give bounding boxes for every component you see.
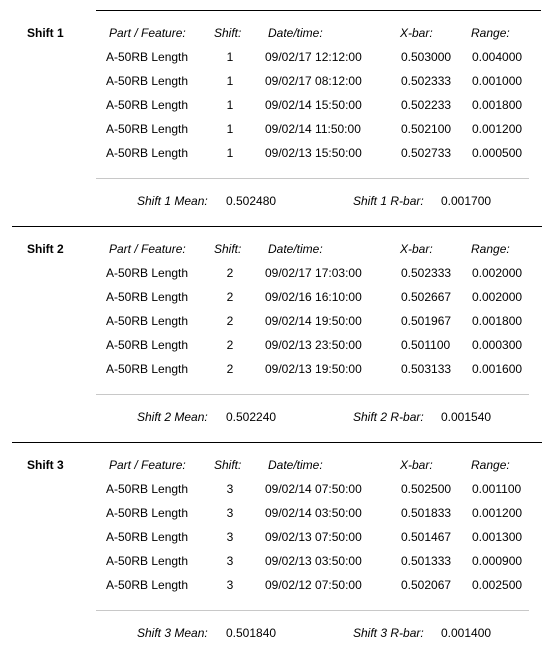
cell-xbar: 0.502733 (401, 146, 452, 160)
rbar-value: 0.001700 (441, 194, 492, 208)
header-xbar: X-bar: (400, 26, 433, 40)
cell-range: 0.001200 (472, 122, 523, 136)
cell-date: 09/02/17 17:03:00 (265, 266, 362, 280)
cell-xbar: 0.502333 (401, 266, 452, 280)
cell-xbar: 0.501100 (401, 338, 451, 352)
cell-date: 09/02/14 19:50:00 (265, 314, 362, 328)
shift-title: Shift 1 (27, 26, 64, 40)
header-xbar: X-bar: (400, 458, 433, 472)
cell-xbar: 0.503000 (401, 50, 452, 64)
cell-range: 0.000300 (472, 338, 523, 352)
cell-part: A-50RB Length (106, 578, 189, 592)
cell-shift: 2 (226, 266, 234, 280)
cell-xbar: 0.501467 (401, 530, 452, 544)
cell-shift: 3 (226, 530, 234, 544)
cell-xbar: 0.502667 (401, 290, 452, 304)
cell-range: 0.002500 (472, 578, 523, 592)
cell-part: A-50RB Length (106, 506, 189, 520)
mean-label: Shift 3 Mean: (137, 626, 208, 640)
cell-xbar: 0.502233 (401, 98, 452, 112)
cell-shift: 2 (226, 338, 234, 352)
cell-part: A-50RB Length (106, 530, 189, 544)
cell-date: 09/02/13 23:50:00 (265, 338, 362, 352)
cell-date: 09/02/12 07:50:00 (265, 578, 362, 592)
cell-shift: 3 (226, 482, 234, 496)
mean-value: 0.501840 (226, 626, 277, 640)
cell-date: 09/02/13 19:50:00 (265, 362, 362, 376)
cell-xbar: 0.502500 (401, 482, 452, 496)
cell-date: 09/02/17 08:12:00 (265, 74, 362, 88)
group-separator (12, 226, 542, 227)
header-part: Part / Feature: (109, 26, 186, 40)
cell-xbar: 0.502333 (401, 74, 452, 88)
cell-range: 0.001300 (472, 530, 523, 544)
summary-rule (96, 178, 529, 179)
cell-part: A-50RB Length (106, 314, 189, 328)
cell-date: 09/02/14 03:50:00 (265, 506, 362, 520)
cell-date: 09/02/14 11:50:00 (265, 122, 361, 136)
cell-part: A-50RB Length (106, 266, 189, 280)
cell-shift: 3 (226, 554, 234, 568)
cell-part: A-50RB Length (106, 554, 189, 568)
rbar-value: 0.001400 (441, 626, 492, 640)
cell-part: A-50RB Length (106, 362, 189, 376)
cell-date: 09/02/17 12:12:00 (265, 50, 362, 64)
rbar-label: Shift 3 R-bar: (353, 626, 424, 640)
cell-date: 09/02/13 15:50:00 (265, 146, 362, 160)
cell-xbar: 0.501833 (401, 506, 452, 520)
cell-range: 0.001800 (472, 314, 523, 328)
cell-date: 09/02/13 03:50:00 (265, 554, 362, 568)
cell-range: 0.001200 (472, 506, 523, 520)
cell-shift: 2 (226, 314, 234, 328)
cell-shift: 2 (226, 290, 234, 304)
cell-date: 09/02/16 16:10:00 (265, 290, 362, 304)
cell-shift: 3 (226, 506, 234, 520)
cell-part: A-50RB Length (106, 290, 189, 304)
cell-range: 0.002000 (472, 290, 523, 304)
rbar-label: Shift 1 R-bar: (353, 194, 424, 208)
header-date: Date/time: (268, 26, 323, 40)
cell-shift: 2 (226, 362, 234, 376)
cell-date: 09/02/13 07:50:00 (265, 530, 362, 544)
cell-xbar: 0.501333 (401, 554, 452, 568)
cell-xbar: 0.501967 (401, 314, 452, 328)
cell-shift: 1 (226, 146, 234, 160)
rbar-value: 0.001540 (441, 410, 492, 424)
cell-part: A-50RB Length (106, 338, 189, 352)
cell-part: A-50RB Length (106, 50, 189, 64)
cell-part: A-50RB Length (106, 146, 189, 160)
cell-xbar: 0.502067 (401, 578, 452, 592)
cell-range: 0.001100 (472, 482, 522, 496)
cell-range: 0.002000 (472, 266, 523, 280)
mean-value: 0.502480 (226, 194, 277, 208)
summary-rule (96, 394, 529, 395)
header-shift: Shift: (214, 242, 242, 256)
cell-shift: 1 (226, 98, 234, 112)
cell-xbar: 0.503133 (401, 362, 452, 376)
cell-date: 09/02/14 15:50:00 (265, 98, 362, 112)
shift-title: Shift 3 (27, 458, 64, 472)
cell-shift: 1 (226, 74, 234, 88)
header-shift: Shift: (214, 458, 242, 472)
cell-range: 0.000500 (472, 146, 523, 160)
cell-date: 09/02/14 07:50:00 (265, 482, 362, 496)
cell-range: 0.001600 (472, 362, 523, 376)
cell-xbar: 0.502100 (401, 122, 452, 136)
rbar-label: Shift 2 R-bar: (353, 410, 424, 424)
header-range: Range: (471, 26, 510, 40)
cell-range: 0.001800 (472, 98, 523, 112)
mean-value: 0.502240 (226, 410, 277, 424)
header-shift: Shift: (214, 26, 242, 40)
header-date: Date/time: (268, 242, 323, 256)
cell-part: A-50RB Length (106, 482, 189, 496)
group-separator (12, 442, 542, 443)
cell-range: 0.000900 (472, 554, 523, 568)
cell-shift: 1 (226, 122, 234, 136)
cell-shift: 1 (226, 50, 234, 64)
header-part: Part / Feature: (109, 458, 186, 472)
header-part: Part / Feature: (109, 242, 186, 256)
cell-range: 0.004000 (472, 50, 523, 64)
cell-part: A-50RB Length (106, 122, 189, 136)
summary-rule (96, 610, 529, 611)
cell-part: A-50RB Length (106, 74, 189, 88)
shift-title: Shift 2 (27, 242, 64, 256)
mean-label: Shift 2 Mean: (137, 410, 208, 424)
cell-range: 0.001000 (472, 74, 523, 88)
header-range: Range: (471, 242, 510, 256)
header-date: Date/time: (268, 458, 323, 472)
header-xbar: X-bar: (400, 242, 433, 256)
cell-part: A-50RB Length (106, 98, 189, 112)
top-rule (96, 10, 541, 11)
mean-label: Shift 1 Mean: (137, 194, 208, 208)
cell-shift: 3 (226, 578, 234, 592)
header-range: Range: (471, 458, 510, 472)
